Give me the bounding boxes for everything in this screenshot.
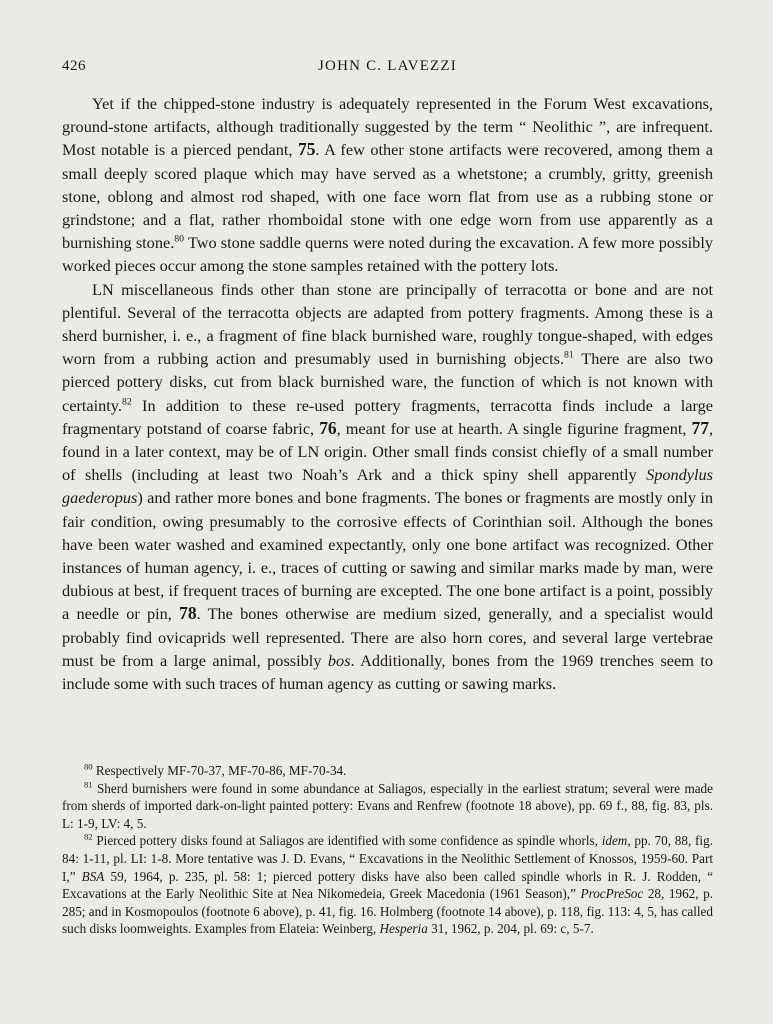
text-segment: Pierced pottery disks found at Saliagos are identified with some confidence as spindle whorls, xyxy=(92,833,602,849)
text-segment: 80 xyxy=(84,761,93,772)
paragraph xyxy=(62,762,713,780)
body-text xyxy=(62,92,713,695)
text-segment: ProcPreSoc xyxy=(580,886,644,902)
text-segment: , meant for use at hearth. A single figurine fragment, xyxy=(336,418,692,438)
text-segment: 81 xyxy=(564,349,574,361)
text-segment: . Additionally, bones from the 1969 trenches seem to include some with such traces of human agency as cutting or sawing marks. xyxy=(62,650,713,694)
text-segment: 31, 1962, p. 204, pl. 69: c, 5-7. xyxy=(427,921,594,937)
text-segment: Yet if the chipped-stone industry is adequately represented in the Forum West excavations, ground-stone artifacts, although traditionally suggested by the term “ Neolithic ”, are infrequent. Most notable is a pierced pendant, xyxy=(62,94,713,160)
paragraph xyxy=(62,780,713,833)
text-segment: LN miscellaneous finds other than stone are principally of terracotta or bone and are not plentiful. Several of the terracotta objects are adapted from pottery fragments. Among these is a sherd burnisher, i. e., a fragment of fine black burnished ware, roughly tongue-shaped, with edges worn from a rubbing action and presumably used in burnishing objects. xyxy=(62,279,713,369)
text-segment: 80 xyxy=(174,233,185,245)
text-segment: , pp. 70, 88, fig. 84: 1-11, pl. LI: 1-8. More tentative was J. D. Evans, “ Excavations in the Neolithic Settlement of Knossos, 1959-60. Part I,” xyxy=(62,833,713,884)
footnotes xyxy=(62,762,713,938)
text-segment: Two stone saddle querns were noted during the excavation. A few more possibly worked pieces occur among the stone samples retained with the pottery lots. xyxy=(62,233,713,276)
text-segment: 28, 1962, p. 285; and in Kosmopoulos (footnote 6 above), p. 41, fig. 16. Holmberg (footnote 14 above), p. 118, fig. 113: 4, 5, has called such disks loomweights. Examples from Elateia: Weinberg, xyxy=(62,886,714,937)
text-segment: bos xyxy=(327,650,351,670)
text-segment: There are also two pierced pottery disks, cut from black burnished ware, the function of which is not known with certainty. xyxy=(62,349,713,415)
text-segment: idem xyxy=(601,833,628,849)
paragraph xyxy=(62,92,713,278)
text-segment: 82 xyxy=(121,396,132,408)
paragraph xyxy=(62,278,713,696)
page-number: 426 xyxy=(62,58,86,74)
running-head: JOHN C. LAVEZZI xyxy=(318,58,457,74)
text-segment: 75 xyxy=(297,139,316,160)
text-segment: In addition to these re-used pottery fragments, terracotta finds include a large fragmentary potstand of coarse fabric, xyxy=(62,395,713,438)
text-segment: Respectively MF-70-37, MF-70-86, MF-70-34. xyxy=(92,763,347,778)
page-header xyxy=(62,58,713,78)
text-segment: Hesperia xyxy=(379,921,428,937)
text-segment: Spondylus gaederopus xyxy=(62,465,713,508)
text-segment: , found in a later context, may be of LN origin. Other small finds consist chiefly of a small number of shells (including at least two Noah’s Ark and a thick spiny shell apparently xyxy=(62,418,714,485)
text-segment: 76 xyxy=(319,417,337,438)
text-segment: Sherd burnishers were found in some abundance at Saliagos, especially in the earliest stratum; several were made from sherds of imported dark-on-light painted pottery: Evans and Renfrew (footnote 18 above), pp. 69 f., 88, fig. 83, pls. L: 1-9, LV: 4, 5. xyxy=(62,780,713,831)
paragraph xyxy=(62,832,713,938)
text-segment: 77 xyxy=(691,417,709,438)
text-segment: 78 xyxy=(179,603,197,624)
text-segment: ) and rather more bones and bone fragments. The bones or fragments are mostly only in fair condition, owing presumably to the corrosive effects of Corinthian soil. Although the bones have been water washed and examined expectantly, only one bone artifact was recognized. Other instances of human agency, i. e., traces of cutting or sawing and similar marks made by man, were dubious at best, if frequent traces of burning are excepted. The one bone artifact is a point, possibly a needle or pin, xyxy=(62,488,713,624)
text-segment: 81 xyxy=(84,779,93,790)
text-segment: 82 xyxy=(84,831,93,842)
text-segment: . The bones otherwise are medium sized, generally, and a specialist would probably find ovicaprids well represented. There are also horn cores, and several large vertebrae must be from a large animal, possibly xyxy=(62,604,713,670)
text-segment: . A few other stone artifacts were recovered, among them a small deeply scored plaque which may have served as a whetstone; a crumbly, gritty, greenish stone, oblong and almost rod shaped, with one face worn flat from use as a rubbing stone or grindstone; and a flat, rather rhomboidal stone with one edge worn from use apparently as a burnishing stone. xyxy=(62,140,714,253)
text-segment: BSA xyxy=(81,868,105,884)
text-segment: 59, 1964, p. 235, pl. 58: 1; pierced pottery disks have also been called spindle whorls in R. J. Rodden, “ Excavations at the Early Neolithic Site at Nea Nikomedeia, Greek Macedonia (1961 Season),” xyxy=(62,868,713,902)
